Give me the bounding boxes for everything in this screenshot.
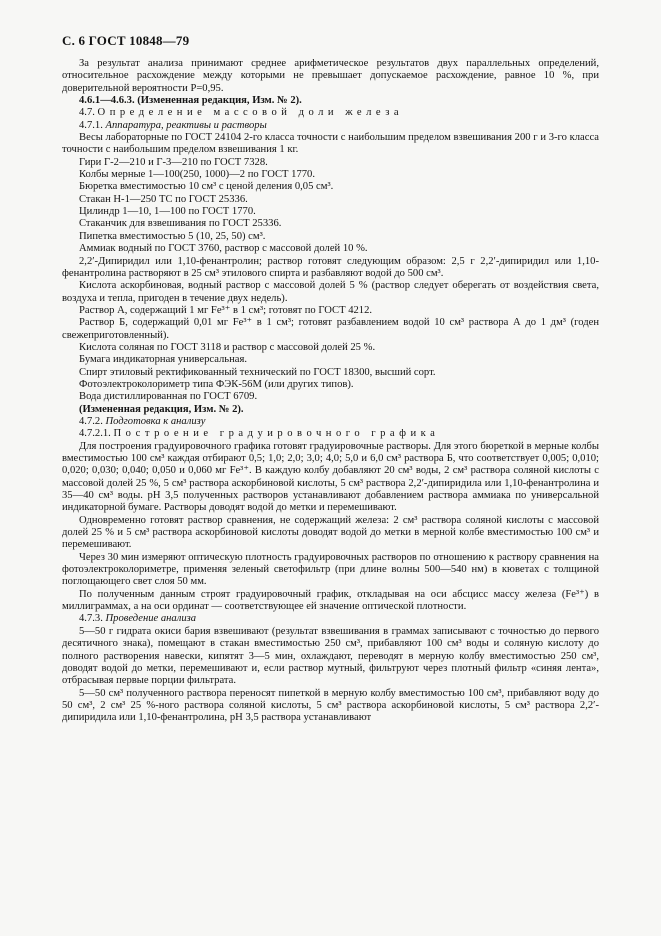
paragraph: Через 30 мин измеряют оптическую плотность градуировочных растворов по отношению к раствору сравнения на фотоэлектроколориметре, применяя зеленый светофильтр (при длине волны 500—540 нм) в кюветах с толщиной поглощающего свет слоя 50 мм. — [62, 551, 599, 588]
paragraph: Вода дистиллированная по ГОСТ 6709. — [79, 391, 258, 403]
amendment-note: 4.6.1—4.6.3. (Измененная редакция, Изм. № 2). — [79, 95, 302, 107]
paragraph: По полученным данным строят градуировочный график, откладывая на оси абсцисс массу железа (Fe³⁺) в миллиграммах, а на оси ординат — соответствующее ей значение оптической плотности. — [62, 588, 599, 613]
section-number: 4.7. — [79, 107, 95, 119]
paragraph: За результат анализа принимают среднее арифметическое результатов двух параллельных определений, относительное расхождение между которыми не превышает допускаемое расхождение, равное 10 %, при доверительной вероятности P=0,95. — [62, 58, 599, 94]
section-number: 4.7.2. — [79, 415, 103, 427]
paragraph: Для построения градуировочного графика готовят градуировочные растворы. Для этого бюреткой в мерные колбы вместимостью 100 см³ каждая отбирают 0,5; 1,0; 2,0; 3,0; 4,0; 5,0 и 6,0 см³ раствора Б, что соответствует 0,005; 0,010; 0,020; 0,030; 0,040; 0,050 и 0,060 мг Fe³⁺. В каждую колбу добавляют 20 см³ воды, 2 см³ раствора соляной кислоты с массовой долей 25 %, 5 см³ раствора аскорбиновой кислоты, 5 см³ раствора 2,2′-дипиридила или 1,10-фенантролина и 35—40 см³ воды. pH 3,5 полученных растворов устанавливают добавлением раствора аммиака по универсальной индикаторной бумаге. Растворы доводят водой до метки и перемешивают. — [62, 440, 599, 514]
paragraph: Раствор Б, содержащий 0,01 мг Fe³⁺ в 1 см³; готовят разбавлением водой 10 см³ раствора А до 1 дм³ (годен свежеприготовленный). — [62, 317, 599, 341]
section-number: 4.7.2.1. — [79, 428, 111, 440]
paragraph: Весы лабораторные по ГОСТ 24104 2-го класса точности с наибольшим пределом взвешивания 200 г и 3-го класса точности с наибольшим пределом взвешивания 1 кг. — [62, 132, 599, 156]
paragraph: Раствор А, содержащий 1 мг Fe³⁺ в 1 см³; готовят по ГОСТ 4212. — [79, 304, 373, 316]
section-heading — [62, 107, 599, 119]
paragraph: Спирт этиловый ректификованный технический по ГОСТ 18300, высший сорт. — [79, 366, 436, 378]
paragraph: Фотоэлектроколориметр типа ФЭК-56М (или других типов). — [79, 378, 354, 390]
amendment-note: (Измененная редакция, Изм. № 2). — [79, 403, 244, 415]
paragraph: 2,2′-Дипиридил или 1,10-фенантролин; раствор готовят следующим образом: 2,5 г 2,2′-дипиридил или 1,10-фенантролина растворяют в 25 см³ этилового спирта и разбавляют водой до 500 см³. — [62, 255, 599, 279]
section-title: Аппаратура, реактивы и растворы — [105, 119, 267, 131]
paragraph: Стакан Н-1—250 ТС по ГОСТ 25336. — [79, 193, 248, 205]
document-body — [62, 58, 599, 725]
section-number: 4.7.3. — [79, 613, 103, 625]
paragraph: Пипетка вместимостью 5 (10, 25, 50) см³. — [79, 230, 266, 242]
section-title: Проведение анализа — [105, 613, 197, 625]
paragraph: Одновременно готовят раствор сравнения, не содержащий железа: 2 см³ раствора соляной кислоты с массовой долей 25 % и 5 см³ раствора аскорбиновой кислоты доводят водой до метки в мерной колбе вместимостью 100 см³ и перемешивают. — [62, 514, 599, 551]
subsection-heading — [62, 613, 599, 625]
section-title: Подготовка к анализу — [105, 415, 206, 427]
section-heading — [62, 428, 599, 440]
paragraph: Стаканчик для взвешивания по ГОСТ 25336. — [79, 218, 282, 230]
paragraph: 5—50 см³ полученного раствора переносят пипеткой в мерную колбу вместимостью 100 см³, прибавляют воду до 50 см³, 2 см³ 25 %-ного раствора соляной кислоты, 5 см³ раствора аскорбиновой кислоты, 5 см³ раствора 2,2′-дипиридила или 1,10-фенантролина, pH 3,5 раствора устанавливают — [62, 687, 599, 724]
subsection-heading — [62, 120, 599, 132]
paragraph: Кислота аскорбиновая, водный раствор с массовой долей 5 % (раствор следует оберегать от воздействия света, воздуха и тепла, пригоден в течение двух недель). — [62, 280, 599, 304]
section-title: Определение массовой доли железа — [97, 107, 404, 119]
page-header: С. 6 ГОСТ 10848—79 — [62, 33, 190, 48]
paragraph: Гири Г-2—210 и Г-3—210 по ГОСТ 7328. — [79, 156, 268, 168]
paragraph: Бумага индикаторная универсальная. — [79, 354, 248, 366]
section-title: Построение градуировочного графика — [113, 428, 440, 440]
paragraph: Аммиак водный по ГОСТ 3760, раствор с массовой долей 10 %. — [79, 243, 368, 255]
paragraph: Бюретка вместимостью 10 см³ с ценой деления 0,05 см³. — [79, 181, 334, 193]
paragraph: 5—50 г гидрата окиси бария взвешивают (результат взвешивания в граммах записывают с точностью до первого десятичного знака), помещают в стакан вместимостью 250 см³, прибавляют 100 см³ воды и соляную кислоту до полного растворения навески, кипятят 3—5 мин, охлаждают, переводят в мерную колбу вместимостью 250 см³, доводят водой до метки, перемешивают и, если раствор мутный, фильтруют через плотный фильтр «синяя лента», отбрасывая первые порции фильтрата. — [62, 625, 599, 687]
section-number: 4.7.1. — [79, 119, 103, 131]
subsection-heading — [62, 416, 599, 428]
paragraph: Колбы мерные 1—100(250, 1000)—2 по ГОСТ 1770. — [79, 169, 316, 181]
paragraph: Кислота соляная по ГОСТ 3118 и раствор с массовой долей 25 %. — [79, 341, 376, 353]
paragraph: Цилиндр 1—10, 1—100 по ГОСТ 1770. — [79, 206, 256, 218]
